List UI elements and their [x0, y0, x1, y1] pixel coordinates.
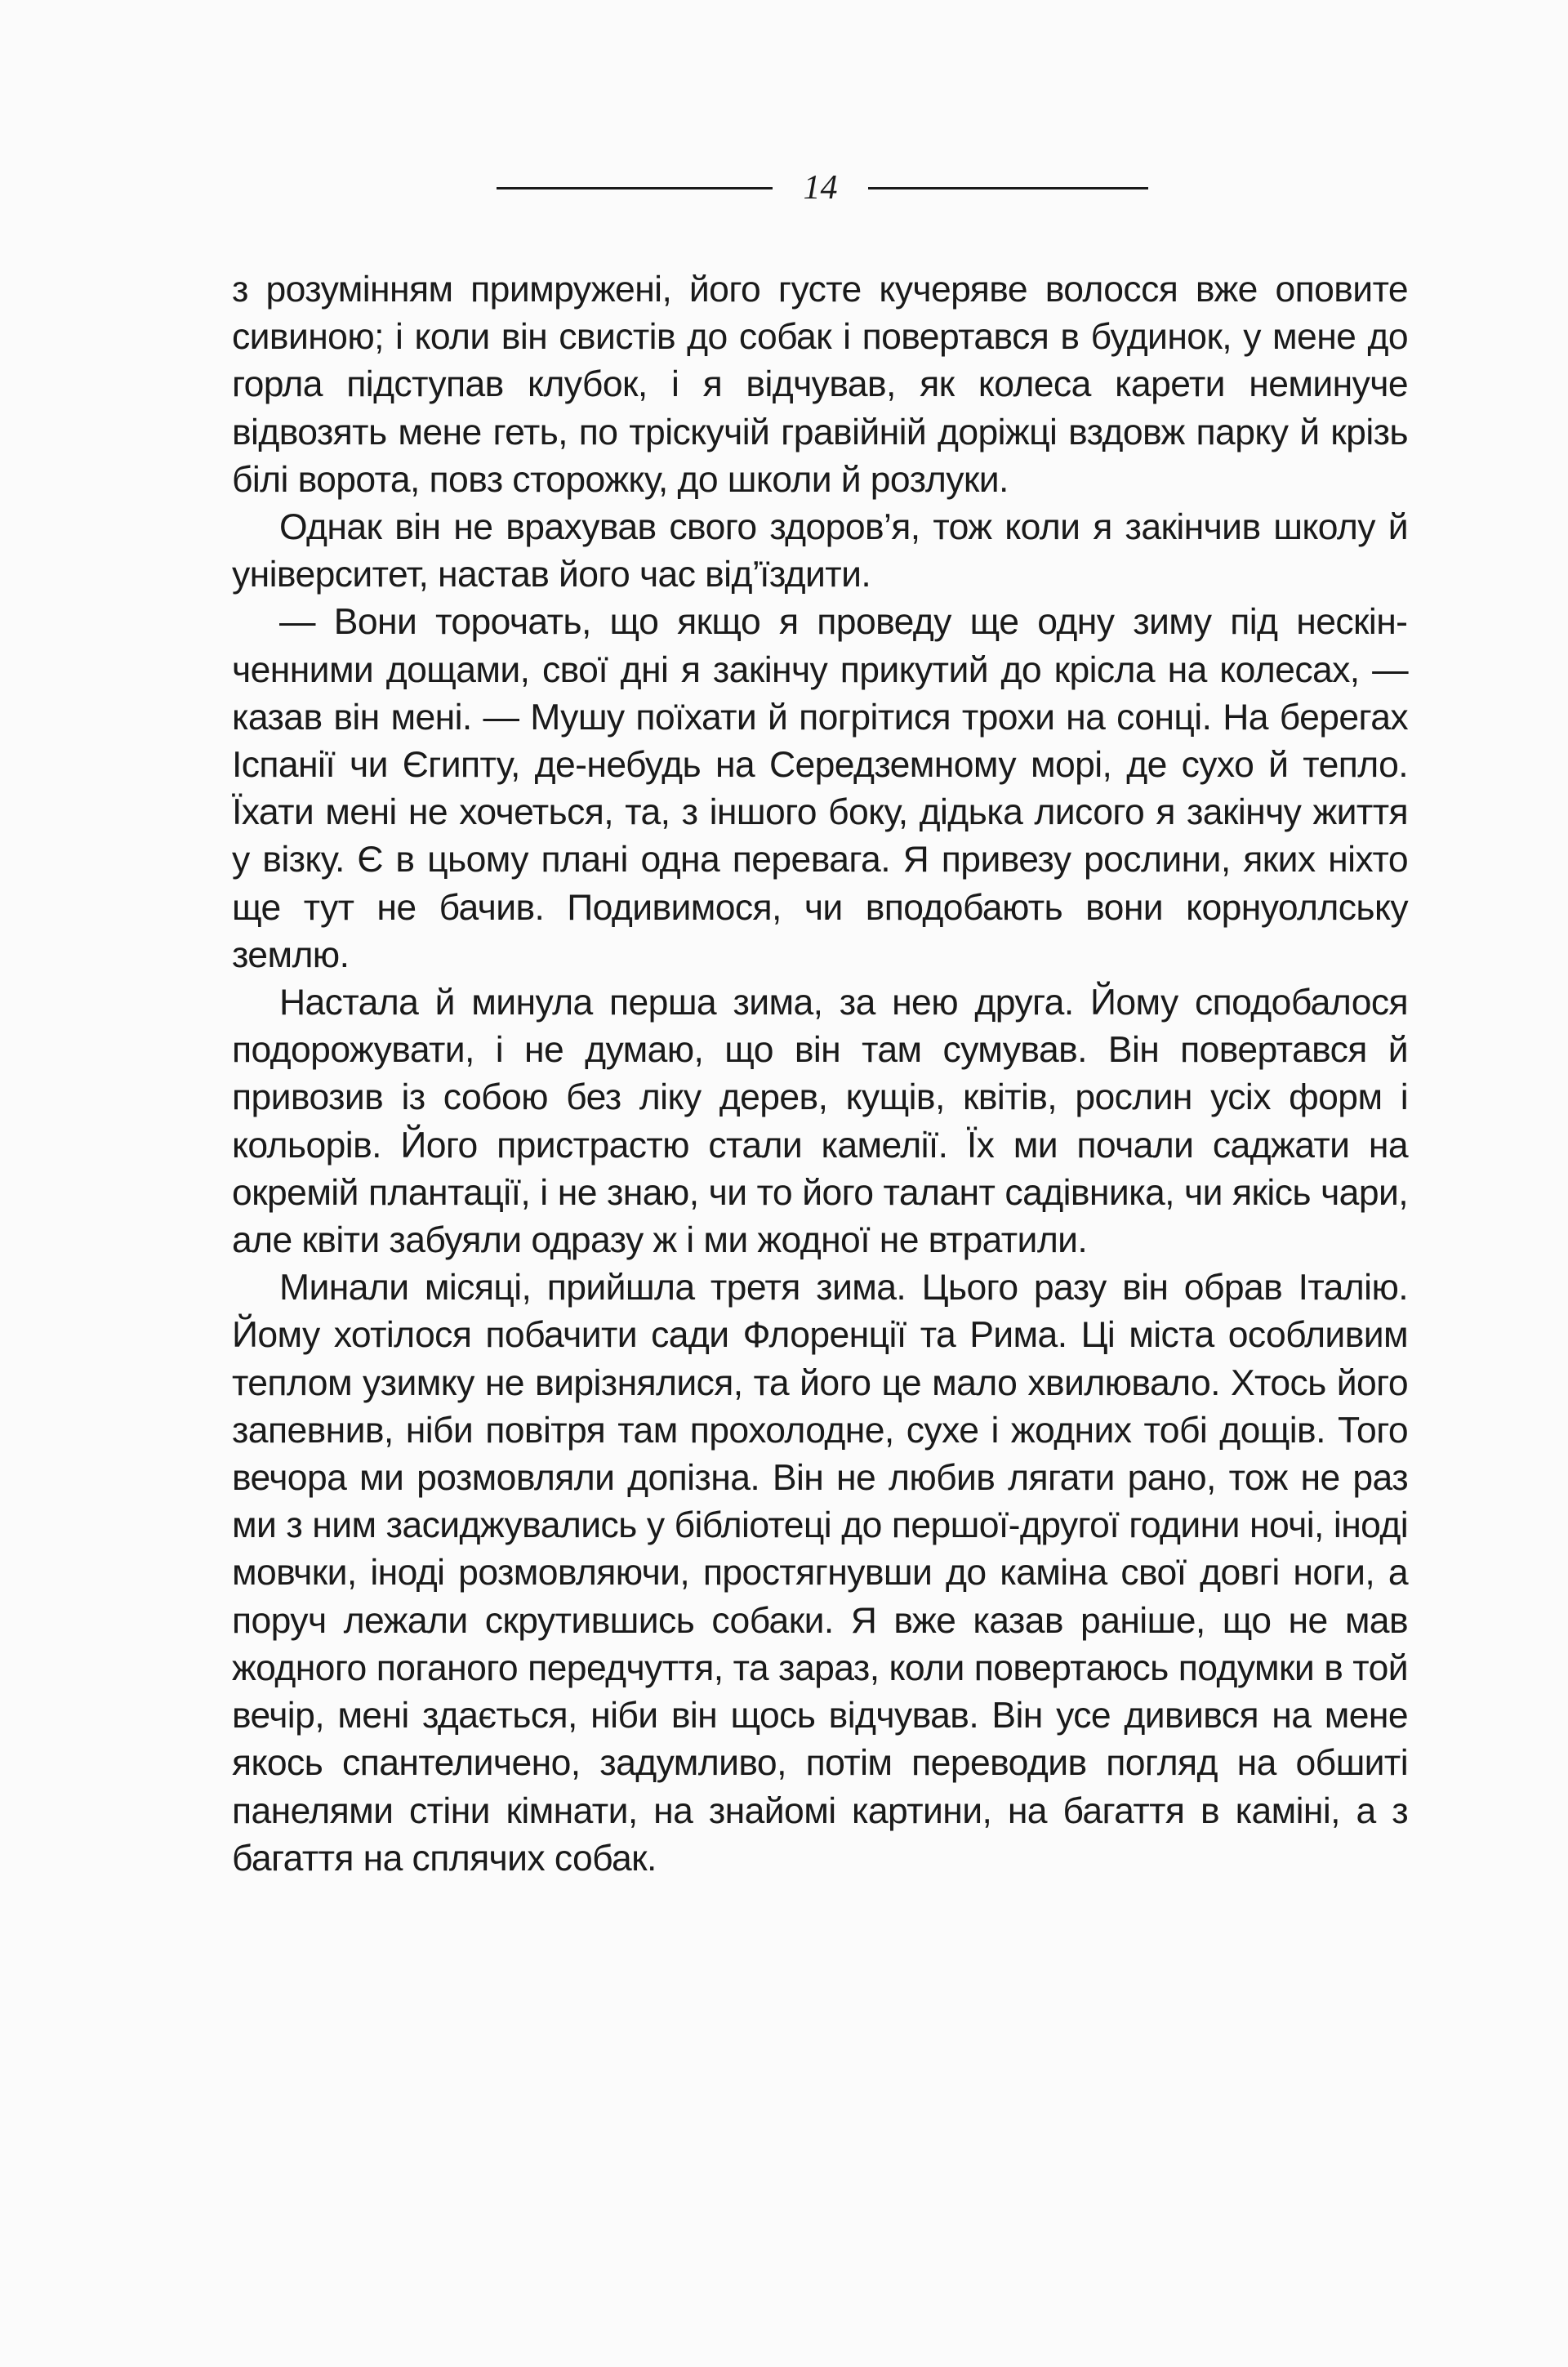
paragraph: Однак він не врахував свого здоров’я, тож коли я закінчив школу й університет, настав його час від’їздити. — [232, 507, 1408, 595]
page-number: 14 — [803, 169, 838, 207]
body-text — [232, 266, 1408, 1883]
paragraph: з розумінням примружені, його густе кучеряве волосся вже оповите сивиною; і коли він свистів до собак і повертався в будинок, у мене до горла підступав клубок, і я відчував, як колеса карети неминуче відвозять мене геть, по тріскучій гравійній доріжці вздовж парку й крізь білі ворота, повз сторожку, до школи й розлуки. — [232, 270, 1408, 500]
paragraph: — Вони торочать, що якщо я проведу ще одну зиму під нескінченними дощами, свої дні я закінчу прикутий до крісла на колесах, — казав він мені. — Мушу поїхати й погрітися трохи на сонці. На берегах Іспанії чи Єгипту, де-небудь на Середземному морі, де сухо й тепло. Їхати мені не хочеться, та, з іншого боку, дідька лисого я закінчу життя у візку. Є в цьому плані одна перевага. Я привезу рослини, яких ніхто ще тут не бачив. Подивимося, чи вподобають вони корнуоллську землю. — [232, 602, 1408, 975]
paragraph: Настала й минула перша зима, за нею друга. Йому сподобалося подорожувати, і не думаю, що він там сумував. Він повертався й привозив із собою без ліку дерев, кущів, квітів, рослин усіх форм і кольорів. Його пристрастю стали камелії. Їх ми почали саджати на окремій плантації, і не знаю, чи то його талант садівника, чи якісь чари, але квіти забуяли одразу ж і ми жодної не втратили. — [232, 983, 1408, 1261]
page-header — [0, 163, 1568, 212]
header-rule-right — [868, 187, 1148, 189]
paragraph: Минали місяці, прийшла третя зима. Цього разу він обрав Італію. Йому хотілося побачити сади Флоренції та Рима. Ці міста особливим теплом узимку не вирізнялися, та його це мало хвилювало. Хтось його запевнив, ніби повітря там прохолодне, сухе і жодних тобі дощів. Того вечора ми розмовляли допізна. Він не любив лягати рано, тож не раз ми з ним засиджувались у бібліотеці до першої-другої години ночі, іноді мовчки, іноді розмовляючи, простягнувши до каміна свої довгі ноги, а поруч лежали скрутившись собаки. Я вже казав раніше, що не мав жодного поганого передчуття, та зараз, коли повертаюсь подумки в той вечір, мені здається, ніби він щось відчував. Він усе дивився на мене якось спантеличено, задумливо, потім переводив погляд на обшиті панелями стіни кімнати, на знайомі картини, на багаття в каміні, а з багаття на сплячих собак. — [232, 1268, 1408, 1879]
header-rule-left — [497, 187, 773, 189]
